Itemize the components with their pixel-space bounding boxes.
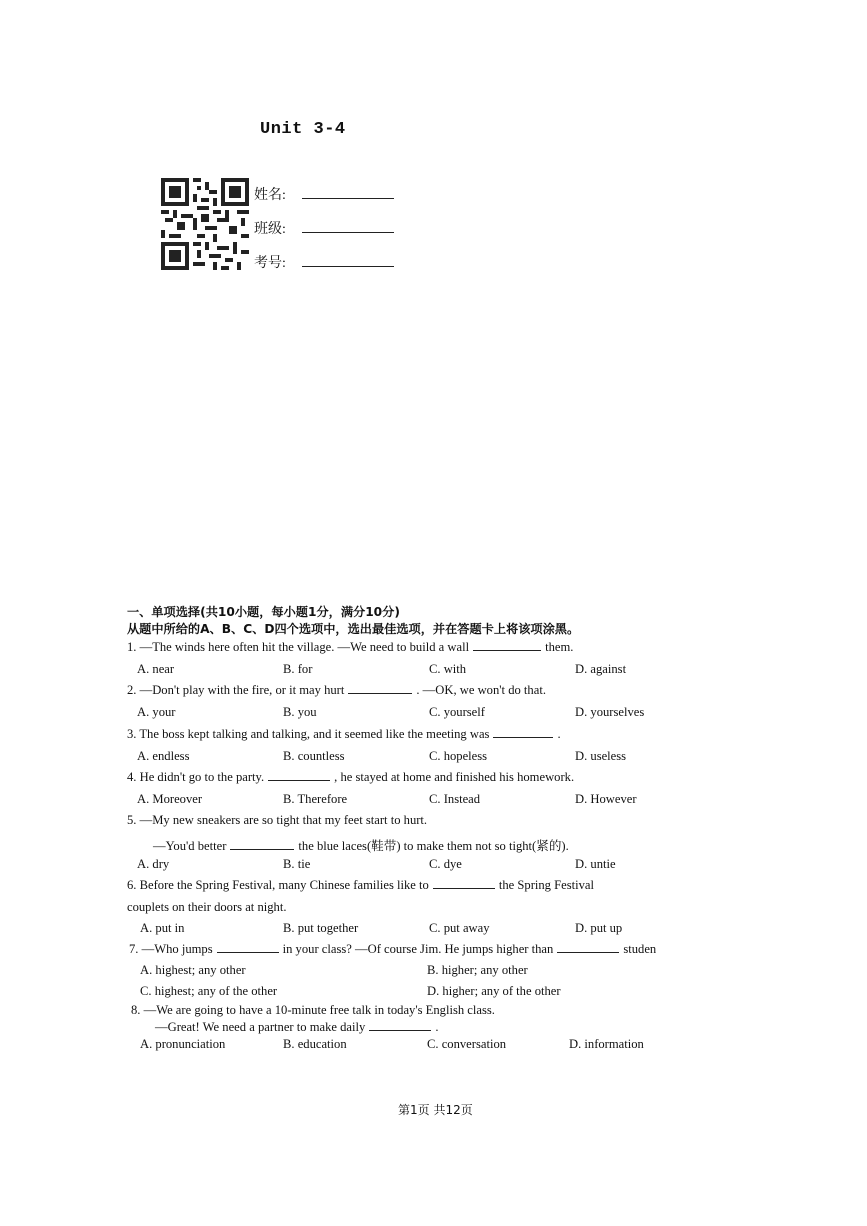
option-d: D. useless xyxy=(575,749,627,763)
question-text: . xyxy=(435,1020,439,1034)
qr-code-icon xyxy=(161,178,249,270)
option-b: B. Therefore xyxy=(283,792,348,806)
question-text: 4. He didn't go to the party. xyxy=(127,770,265,784)
question-5 xyxy=(127,813,427,828)
section-heading: 一、单项选择(共10小题，每小题1分，满分10分) xyxy=(127,605,400,619)
option-b: B. tie xyxy=(283,857,311,871)
question-text: . xyxy=(557,727,561,741)
option-a: A. near xyxy=(137,662,175,676)
question-8 xyxy=(131,1003,495,1018)
question-text: 2. —Don't play with the fire, or it may hurt xyxy=(127,683,345,697)
option-c: C. yourself xyxy=(429,705,485,719)
option-c: C. highest; any of the other xyxy=(140,984,278,998)
answer-blank xyxy=(369,1020,431,1031)
question-text: 3. The boss kept talking and talking, and it seemed like the meeting was xyxy=(127,727,490,741)
question-6-line-2 xyxy=(127,900,287,915)
question-text: —Great! We need a partner to make daily xyxy=(155,1020,366,1034)
option-b: B. education xyxy=(283,1037,347,1051)
option-c: C. put away xyxy=(429,921,490,935)
question-text: 1. —The winds here often hit the village. —We need to build a wall xyxy=(127,640,470,654)
option-d: D. untie xyxy=(575,857,616,871)
question-text: 7. —Who jumps xyxy=(129,942,213,956)
option-b: B. countless xyxy=(283,749,345,763)
exam-number-field xyxy=(254,252,286,272)
option-a: A. endless xyxy=(137,749,190,763)
question-7 xyxy=(129,942,656,957)
option-d: D. However xyxy=(575,792,637,806)
question-text: couplets on their doors at night. xyxy=(127,900,287,914)
option-d: D. put up xyxy=(575,921,623,935)
question-3 xyxy=(127,727,561,742)
question-8-line-2 xyxy=(155,1020,438,1035)
answer-blank xyxy=(493,727,553,738)
question-text: 5. —My new sneakers are so tight that my feet start to hurt. xyxy=(127,813,428,827)
class-field xyxy=(254,218,286,238)
answer-blank xyxy=(557,942,619,953)
option-c: C. dye xyxy=(429,857,462,871)
answer-blank xyxy=(217,942,279,953)
page-title: Unit 3-4 xyxy=(260,120,346,139)
name-blank xyxy=(302,198,394,199)
option-a: A. your xyxy=(137,705,176,719)
answer-blank xyxy=(473,640,541,651)
name-label: 姓名: xyxy=(254,188,286,203)
answer-blank xyxy=(268,770,330,781)
answer-blank xyxy=(230,839,294,850)
question-text: in your class? —Of course Jim. He jumps higher than xyxy=(282,942,554,956)
question-text: . —OK, we won't do that. xyxy=(416,683,546,697)
question-text: 6. Before the Spring Festival, many Chinese families like to xyxy=(127,878,429,892)
question-text: the blue laces(鞋带) to make them not so tight(紧的). xyxy=(298,839,569,853)
option-a: A. put in xyxy=(140,921,185,935)
question-text: —You'd better xyxy=(153,839,227,853)
question-5-line-2 xyxy=(153,835,569,854)
question-2 xyxy=(127,683,546,698)
option-b: B. higher; any other xyxy=(427,963,528,977)
option-a: A. highest; any other xyxy=(140,963,246,977)
option-b: B. put together xyxy=(283,921,359,935)
option-b: B. for xyxy=(283,662,313,676)
page-footer: 第1页 共12页 xyxy=(398,1103,473,1117)
question-text: the Spring Festival xyxy=(498,878,595,892)
name-field xyxy=(254,184,286,204)
class-blank xyxy=(302,232,394,233)
question-4 xyxy=(127,770,574,785)
option-d: D. higher; any of the other xyxy=(427,984,561,998)
question-text: them. xyxy=(545,640,574,654)
option-c: C. hopeless xyxy=(429,749,488,763)
question-text: 8. —We are going to have a 10-minute free talk in today's English class. xyxy=(131,1003,495,1017)
exam-number-label: 考号: xyxy=(254,256,286,271)
question-6 xyxy=(127,878,594,893)
option-a: A. dry xyxy=(137,857,170,871)
option-c: C. with xyxy=(429,662,467,676)
question-1 xyxy=(127,640,573,655)
option-b: B. you xyxy=(283,705,317,719)
class-label: 班级: xyxy=(254,222,286,237)
question-text: studen xyxy=(623,942,657,956)
question-text: , he stayed at home and finished his homework. xyxy=(334,770,575,784)
exam-number-blank xyxy=(302,266,394,267)
section-instruction: 从题中所给的A、B、C、D四个选项中，选出最佳选项，并在答题卡上将该项涂黑。 xyxy=(127,622,580,636)
option-d: D. against xyxy=(575,662,627,676)
answer-blank xyxy=(433,878,495,889)
option-d: D. yourselves xyxy=(575,705,645,719)
option-c: C. Instead xyxy=(429,792,481,806)
option-d: D. information xyxy=(569,1037,644,1051)
option-c: C. conversation xyxy=(427,1037,507,1051)
option-a: A. Moreover xyxy=(137,792,203,806)
option-a: A. pronunciation xyxy=(140,1037,226,1051)
answer-blank xyxy=(348,683,412,694)
